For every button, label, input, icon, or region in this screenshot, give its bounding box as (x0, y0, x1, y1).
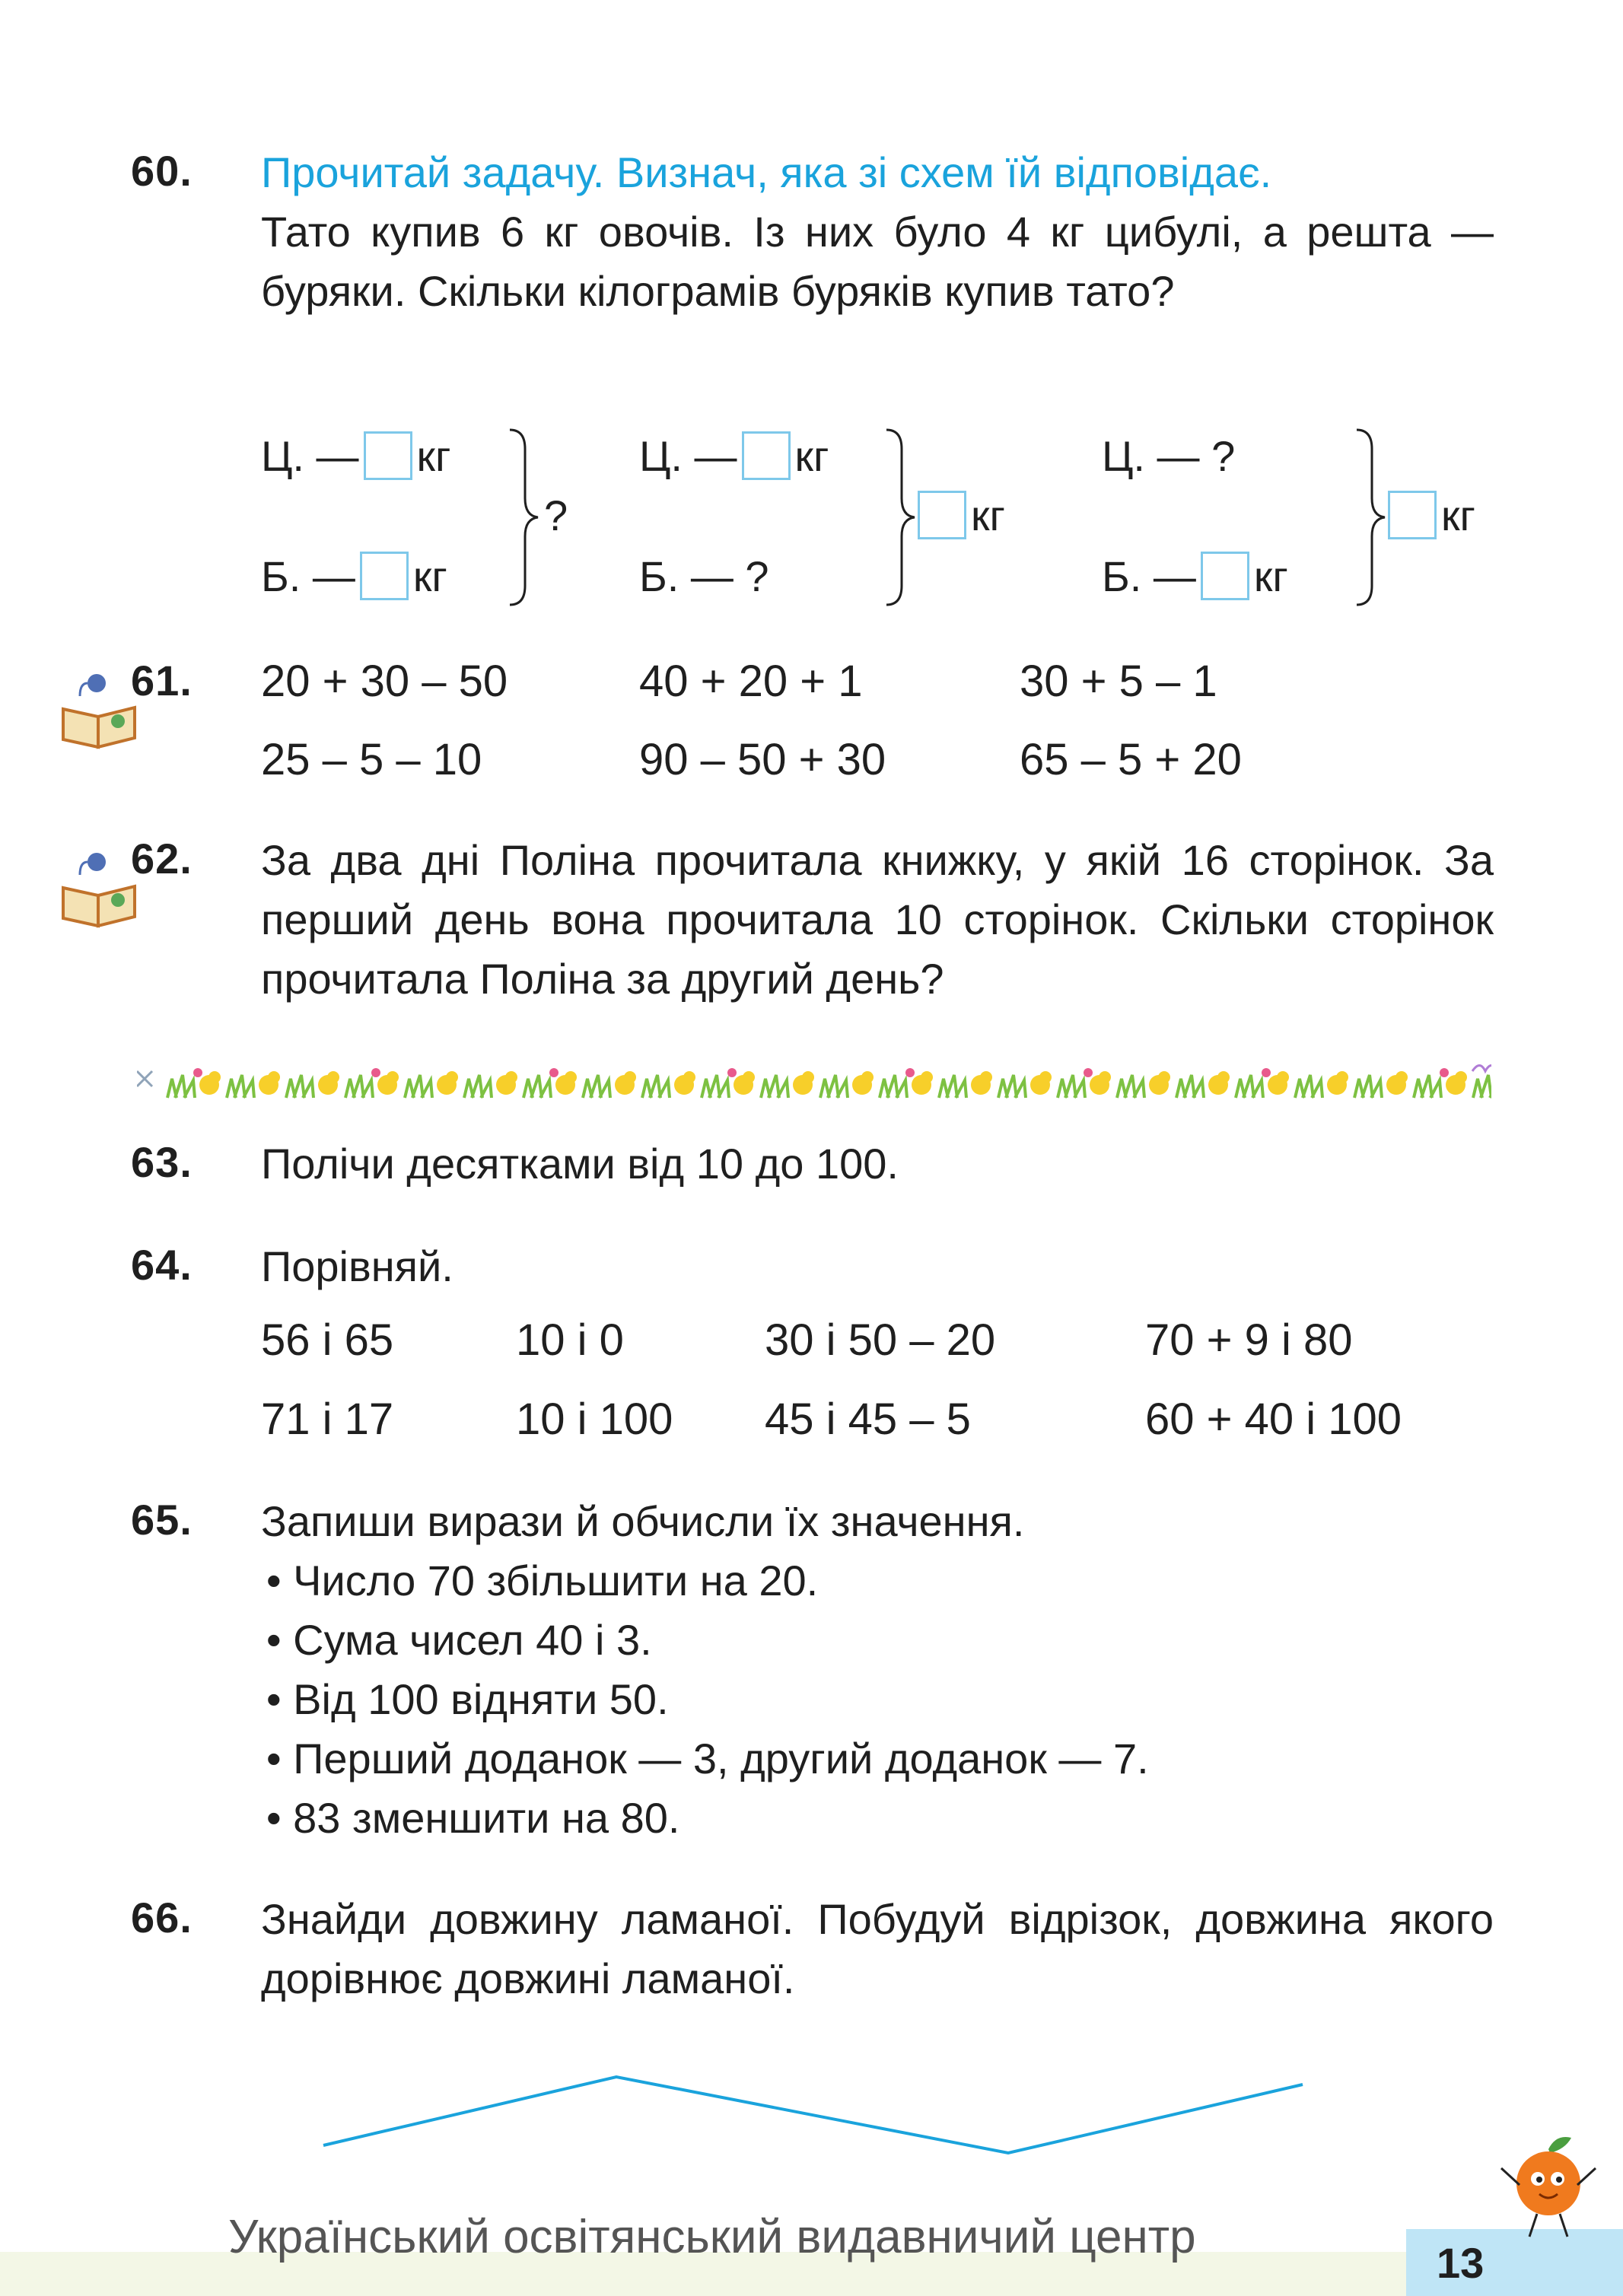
comparison-item: 71 і 17 (261, 1394, 394, 1444)
unit-label: кг (416, 432, 451, 480)
decorative-grass-border (137, 1056, 1491, 1102)
unit-label: кг (794, 432, 829, 480)
unit-label: кг (1441, 491, 1475, 539)
task-65-number: 65. (131, 1496, 193, 1544)
scheme-1-result: ? (544, 491, 568, 539)
task-61-number: 61. (131, 657, 193, 704)
scheme-1-brace-icon (506, 426, 544, 609)
task-62-number: 62. (131, 835, 193, 882)
unit-label: кг (412, 552, 447, 600)
task-60-text: Тато купив 6 кг овочів. Із них було 4 кг цибулі, а решта — буряки. Скільки кілограмів буряків купив тато? (261, 208, 1494, 315)
scheme-2-beet-line: Б. — ? (639, 552, 769, 600)
scheme-2-onion-label: Ц. — (639, 432, 737, 480)
task-66-number: 66. (131, 1894, 193, 1941)
scheme-2-onion-line (639, 431, 829, 481)
comparison-item: 60 + 40 і 100 (1145, 1394, 1402, 1444)
answer-box[interactable] (364, 431, 412, 480)
scheme-1-onion-line (261, 431, 450, 481)
task-63-text: Полічи десятками від 10 до 100. (261, 1140, 899, 1188)
answer-box[interactable] (1201, 552, 1249, 600)
list-item: • 83 зменшити на 80. (266, 1794, 680, 1842)
expression: 65 – 5 + 20 (1020, 735, 1242, 784)
task-64-number: 64. (131, 1241, 193, 1289)
answer-box[interactable] (360, 552, 409, 600)
task-65-text: Запиши вирази й обчисли їх значення. (261, 1497, 1025, 1545)
scheme-3-beet-label: Б. — (1102, 552, 1196, 600)
expression: 30 + 5 – 1 (1020, 657, 1217, 706)
comparison-item: 30 і 50 – 20 (765, 1315, 996, 1365)
scheme-2-result (913, 491, 1005, 540)
expression: 25 – 5 – 10 (261, 735, 482, 784)
reading-book-icon (57, 841, 141, 932)
scheme-3-result (1383, 491, 1475, 540)
scheme-3-onion-line: Ц. — ? (1102, 432, 1236, 480)
expression: 40 + 20 + 1 (639, 657, 863, 706)
expression: 20 + 30 – 50 (261, 657, 508, 706)
answer-box[interactable] (918, 491, 966, 539)
orange-mascot-icon (1495, 2130, 1602, 2244)
page-number: 13 (1437, 2239, 1485, 2287)
scheme-3-beet-line (1102, 552, 1288, 601)
comparison-item: 10 і 100 (516, 1394, 673, 1444)
comparison-item: 45 і 45 – 5 (765, 1394, 971, 1444)
expression: 90 – 50 + 30 (639, 735, 886, 784)
task-62-text: За два дні Поліна прочитала книжку, у якій 16 сторінок. За перший день вона прочитала 10 сторінок. Скільки сторінок прочитала Поліна за другий день? (261, 836, 1494, 1003)
task-64-text: Порівняй. (261, 1242, 453, 1290)
reading-book-icon (57, 662, 141, 753)
answer-box[interactable] (742, 431, 791, 480)
scheme-1-beet-line (261, 552, 447, 601)
list-item: • Число 70 збільшити на 20. (266, 1557, 819, 1604)
task-66-text: Знайди довжину ламаної. Побудуй відрізок, довжина якого дорівнює довжині ламаної. (261, 1895, 1494, 2002)
answer-box[interactable] (1388, 491, 1437, 539)
unit-label: кг (1253, 552, 1288, 600)
comparison-item: 10 і 0 (516, 1315, 624, 1365)
task-65-bullet-list (266, 1551, 1149, 1848)
polyline-figure (0, 2054, 1623, 2168)
task-63-number: 63. (131, 1138, 193, 1186)
comparison-item: 56 і 65 (261, 1315, 394, 1365)
scheme-1-beet-label: Б. — (261, 552, 355, 600)
task-60-instruction: Прочитай задачу. Визнач, яка зі схем їй відповідає. (261, 148, 1272, 196)
list-item: • Від 100 відняти 50. (266, 1675, 669, 1723)
task-60-number: 60. (131, 147, 193, 195)
comparison-item: 70 + 9 і 80 (1145, 1315, 1353, 1365)
publisher-name: Український освітянський видавничий центр (228, 2211, 1196, 2263)
list-item: • Перший доданок — 3, другий доданок — 7. (266, 1735, 1149, 1782)
scheme-1-onion-label: Ц. — (261, 432, 359, 480)
list-item: • Сума чисел 40 і 3. (266, 1616, 652, 1664)
unit-label: кг (971, 491, 1005, 539)
